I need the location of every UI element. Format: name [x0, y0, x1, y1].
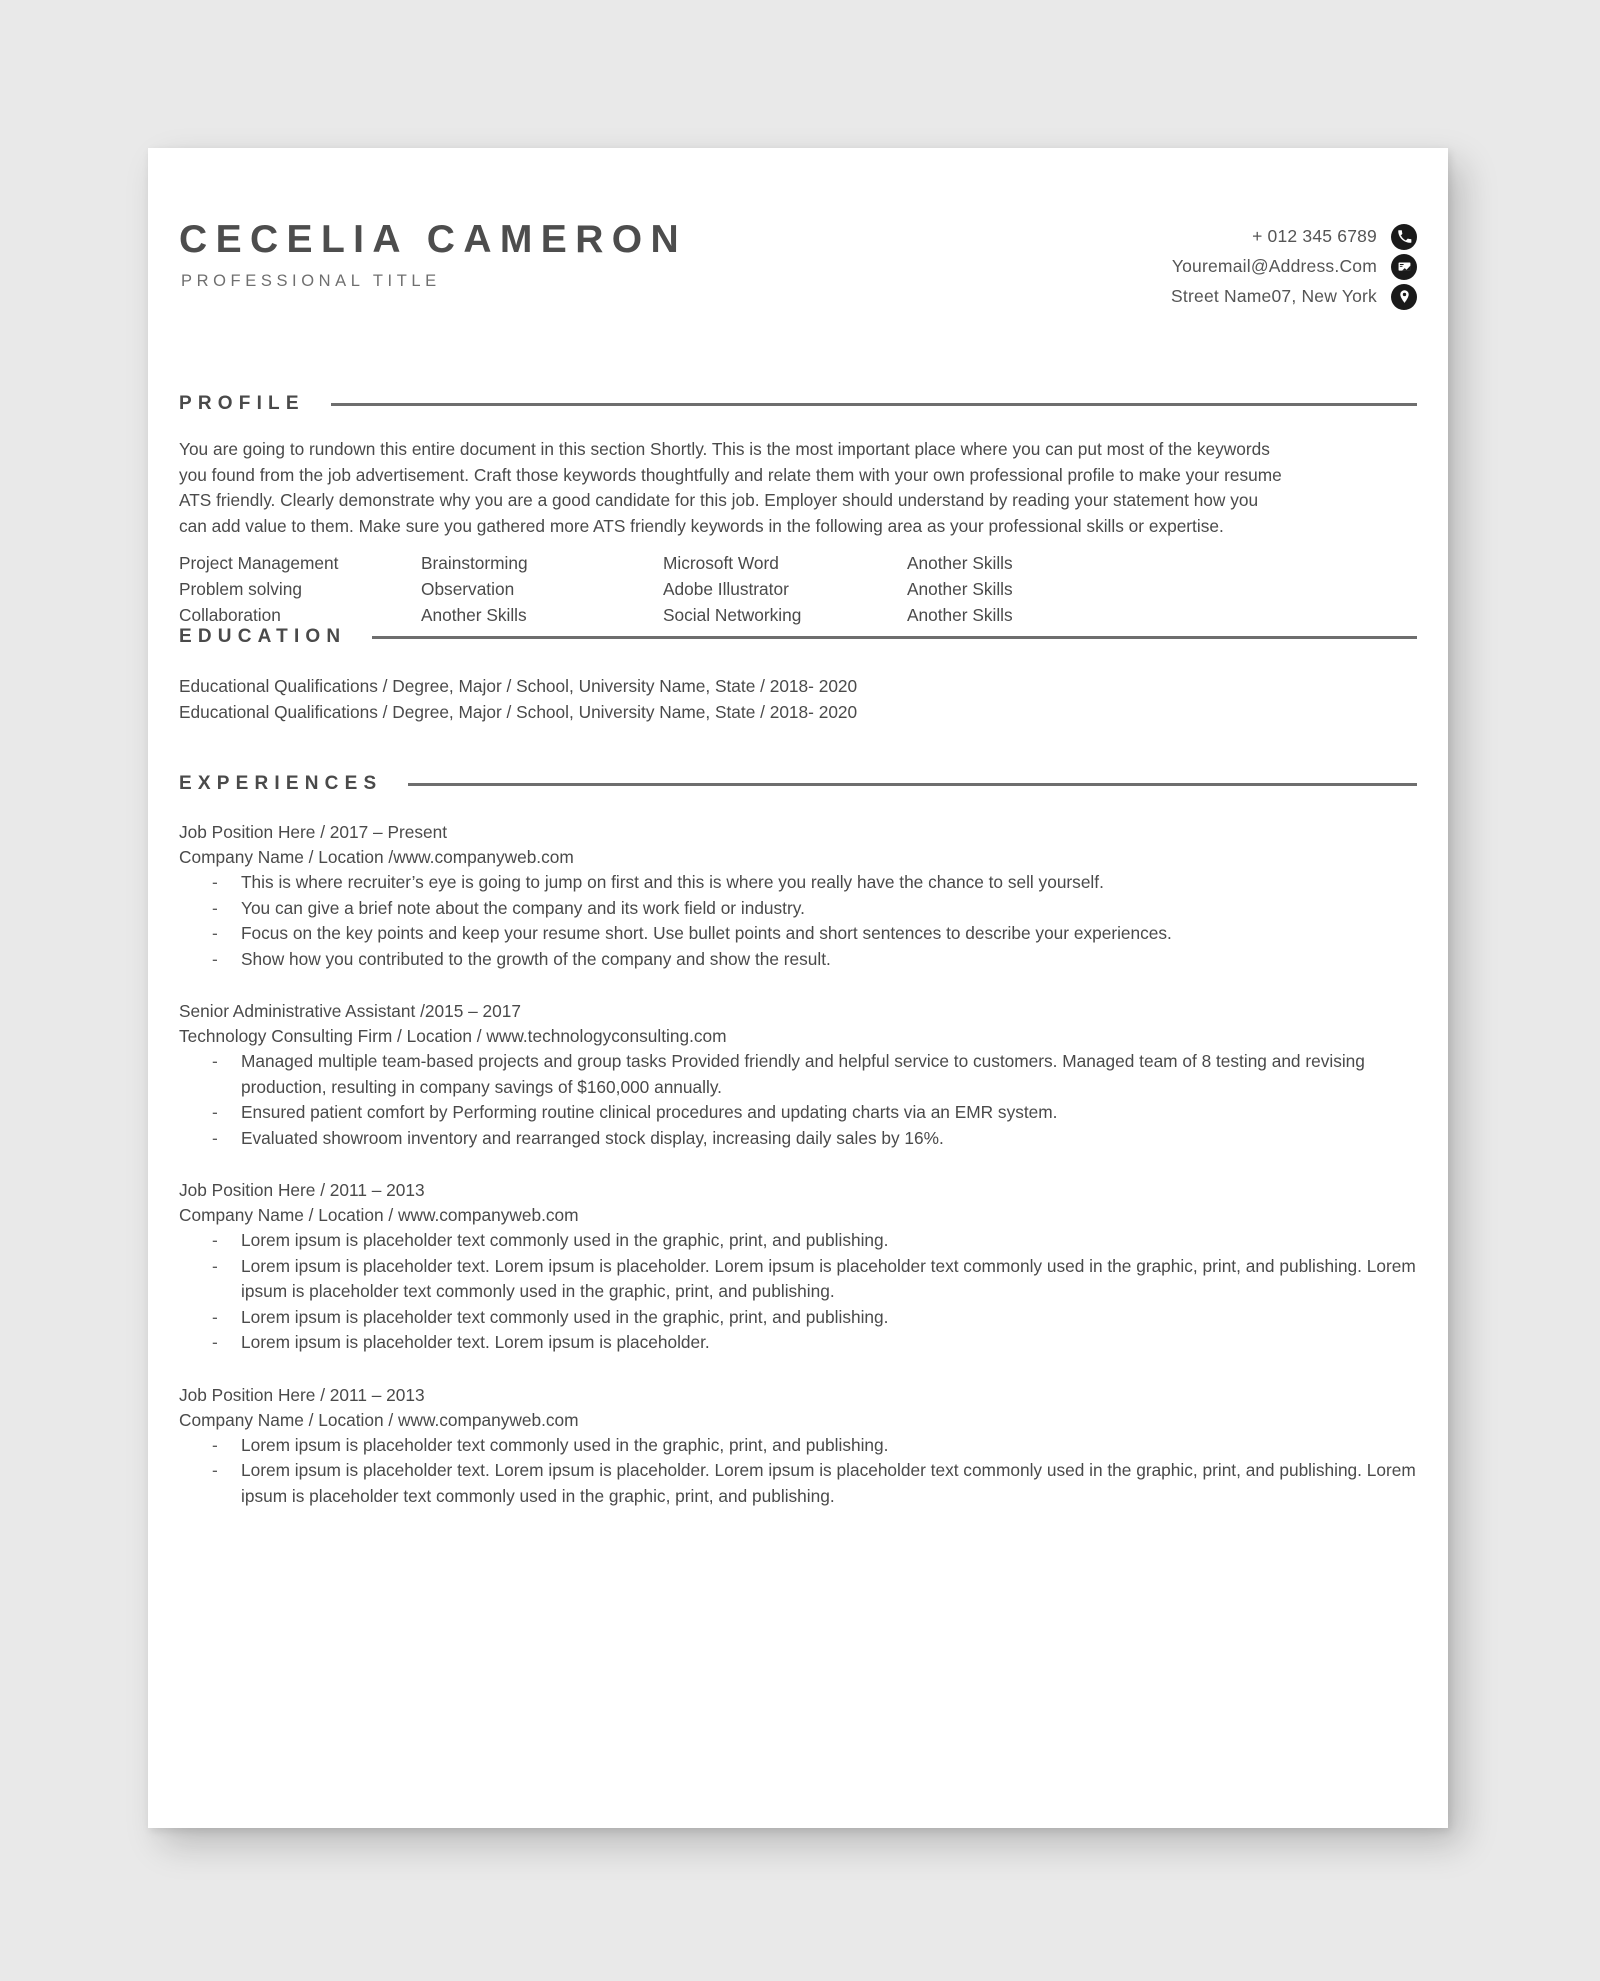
experience-item [179, 1178, 1417, 1355]
bullet-marker: - [212, 1051, 218, 1072]
experiences-section-rule [408, 783, 1417, 786]
location-pin-icon [1391, 284, 1417, 310]
bullet-text: Lorem ipsum is placeholder text. Lorem ipsum is placeholder. Lorem ipsum is placeholder text commonly used in the graphic, print, and publishing. Lorem ipsum is placeholder text commonly used in the graphic, print, and publishing. [241, 1460, 1416, 1506]
contact-row-phone[interactable] [957, 222, 1417, 251]
bullet-marker: - [212, 1306, 218, 1327]
contact-address-text: Street Name07, New York [1171, 286, 1377, 306]
phone-icon [1391, 224, 1417, 250]
experience-item [179, 820, 1417, 972]
job-bullets [179, 1228, 1417, 1355]
job-position: Job Position Here / 2017 – Present [179, 822, 448, 842]
job-position: Job Position Here / 2011 – 2013 [179, 1384, 425, 1405]
bullet-text: This is where recruiter’s eye is going to jump on first and this is where you really have the chance to sell yourself. [241, 872, 1104, 893]
bullet-marker: - [212, 872, 218, 893]
profile-section-rule [331, 403, 1417, 406]
education-section [179, 626, 1417, 725]
skill-item: Collaboration [179, 604, 281, 625]
bullet-marker: - [212, 1332, 218, 1353]
skill-item: Observation [421, 578, 515, 599]
skill-item: Microsoft Word [663, 553, 779, 574]
job-bullets [179, 870, 1417, 972]
bullet-marker: - [212, 1460, 218, 1481]
job-company: Company Name / Location / www.companyweb.com [179, 1409, 579, 1430]
candidate-name: CECELIA CAMERON [179, 218, 688, 261]
skill-item: Social Networking [663, 604, 802, 625]
job-bullet [179, 1126, 1417, 1151]
job-bullet [179, 896, 1417, 921]
bullet-marker: - [212, 897, 218, 918]
bullet-text: Lorem ipsum is placeholder text commonly used in the graphic, print, and publishing. [241, 1434, 889, 1455]
bullet-marker: - [212, 1434, 218, 1455]
job-bullet [179, 1049, 1417, 1100]
profile-section [179, 393, 1417, 628]
skill-item: Problem solving [179, 578, 302, 599]
bullet-marker: - [212, 1255, 218, 1276]
bullet-text: Managed multiple team-based projects and group tasks Provided friendly and helpful service to customers. Managed team of 8 testing and revising production, resulting in company savings of $160,000 annually. [241, 1051, 1365, 1097]
experience-item [179, 999, 1417, 1151]
job-bullet [179, 1254, 1417, 1305]
bullet-marker: - [212, 1230, 218, 1251]
bullet-text: Lorem ipsum is placeholder text. Lorem ipsum is placeholder. Lorem ipsum is placeholder text commonly used in the graphic, print, and publishing. Lorem ipsum is placeholder text commonly used in the graphic, print, and publishing. [241, 1255, 1416, 1302]
job-bullet [179, 1228, 1417, 1253]
job-position: Senior Administrative Assistant /2015 – 2017 [179, 1001, 521, 1022]
skill-item: Another Skills [907, 553, 1013, 574]
job-bullets [179, 1049, 1417, 1151]
skill-item: Adobe Illustrator [663, 578, 789, 599]
job-position: Job Position Here / 2011 – 2013 [179, 1180, 425, 1201]
education-list [179, 674, 1417, 725]
skill-item: Another Skills [907, 604, 1013, 625]
skills-grid [179, 551, 1284, 628]
bullet-text: Ensured patient comfort by Performing routine clinical procedures and updating charts via an EMR system. [241, 1102, 1058, 1123]
job-company: Company Name / Location / www.companyweb.com [179, 1205, 579, 1226]
skill-item: Brainstorming [421, 553, 528, 574]
job-bullet [179, 1433, 1417, 1458]
education-section-rule [372, 636, 1417, 639]
bullet-marker: - [212, 923, 218, 944]
bullet-text: Lorem ipsum is placeholder text commonly used in the graphic, print, and publishing. [241, 1230, 889, 1251]
bullet-text: Show how you contributed to the growth of the company and show the result. [241, 948, 831, 969]
job-bullet [179, 870, 1417, 895]
education-section-head [179, 626, 1417, 648]
contact-row-address[interactable] [957, 282, 1417, 311]
experience-item [179, 1383, 1417, 1510]
bullet-text: Lorem ipsum is placeholder text commonly used in the graphic, print, and publishing. [241, 1306, 889, 1327]
bullet-text: You can give a brief note about the company and its work field or industry. [241, 897, 805, 918]
envelope-icon [1391, 254, 1417, 280]
job-company: Company Name / Location /www.companyweb.com [179, 847, 574, 868]
contact-email-text: Youremail@Address.Com [1171, 256, 1377, 276]
profile-section-title: PROFILE [179, 393, 305, 414]
contact-block [957, 222, 1417, 312]
page-content [179, 148, 1417, 1828]
experience-list [179, 820, 1417, 1509]
experiences-section-head [179, 773, 1417, 795]
experiences-section [179, 773, 1417, 1509]
job-bullet [179, 1458, 1417, 1509]
candidate-subtitle: PROFESSIONAL TITLE [181, 272, 441, 290]
job-bullets [179, 1433, 1417, 1509]
contact-row-email[interactable] [957, 252, 1417, 281]
job-bullet [179, 1305, 1417, 1330]
bullet-marker: - [212, 948, 218, 969]
job-company: Technology Consulting Firm / Location / www.technologyconsulting.com [179, 1026, 727, 1047]
skill-item: Project Management [179, 553, 339, 574]
education-item: Educational Qualifications / Degree, Major / School, University Name, State / 2018- 2020 [179, 676, 858, 696]
bullet-marker: - [212, 1102, 218, 1123]
contact-phone-text: + 012 345 6789 [1252, 226, 1377, 246]
bullet-text: Evaluated showroom inventory and rearranged stock display, increasing daily sales by 16%. [241, 1127, 944, 1148]
job-bullet [179, 1330, 1417, 1355]
resume-page [148, 148, 1448, 1828]
job-bullet [179, 947, 1417, 972]
skill-item: Another Skills [421, 604, 527, 625]
profile-paragraph: You are going to rundown this entire document in this section Shortly. This is the most important place where you can put most of the keywords you found from the job advertisement. Craft those keywords thoughtfully and relate them with your own professional profile to make your resume ATS friendly. Clearly demonstrate why you are a good candidate for this job. Employer should understand by reading your statement how you can add value to them. Make sure you gathered more ATS friendly keywords in the following area as your professional skills or expertise. [179, 439, 1282, 536]
skill-item: Another Skills [907, 578, 1013, 599]
resume-header [179, 218, 1417, 328]
bullet-text: Lorem ipsum is placeholder text. Lorem ipsum is placeholder. [241, 1332, 710, 1353]
profile-section-head [179, 393, 1417, 415]
education-section-title: EDUCATION [179, 626, 347, 647]
experiences-section-title: EXPERIENCES [179, 773, 383, 794]
job-bullet [179, 1100, 1417, 1125]
job-bullet [179, 921, 1417, 946]
bullet-marker: - [212, 1127, 218, 1148]
bullet-text: Focus on the key points and keep your resume short. Use bullet points and short sentences to describe your experiences. [241, 923, 1172, 944]
education-item: Educational Qualifications / Degree, Major / School, University Name, State / 2018- 2020 [179, 701, 858, 722]
